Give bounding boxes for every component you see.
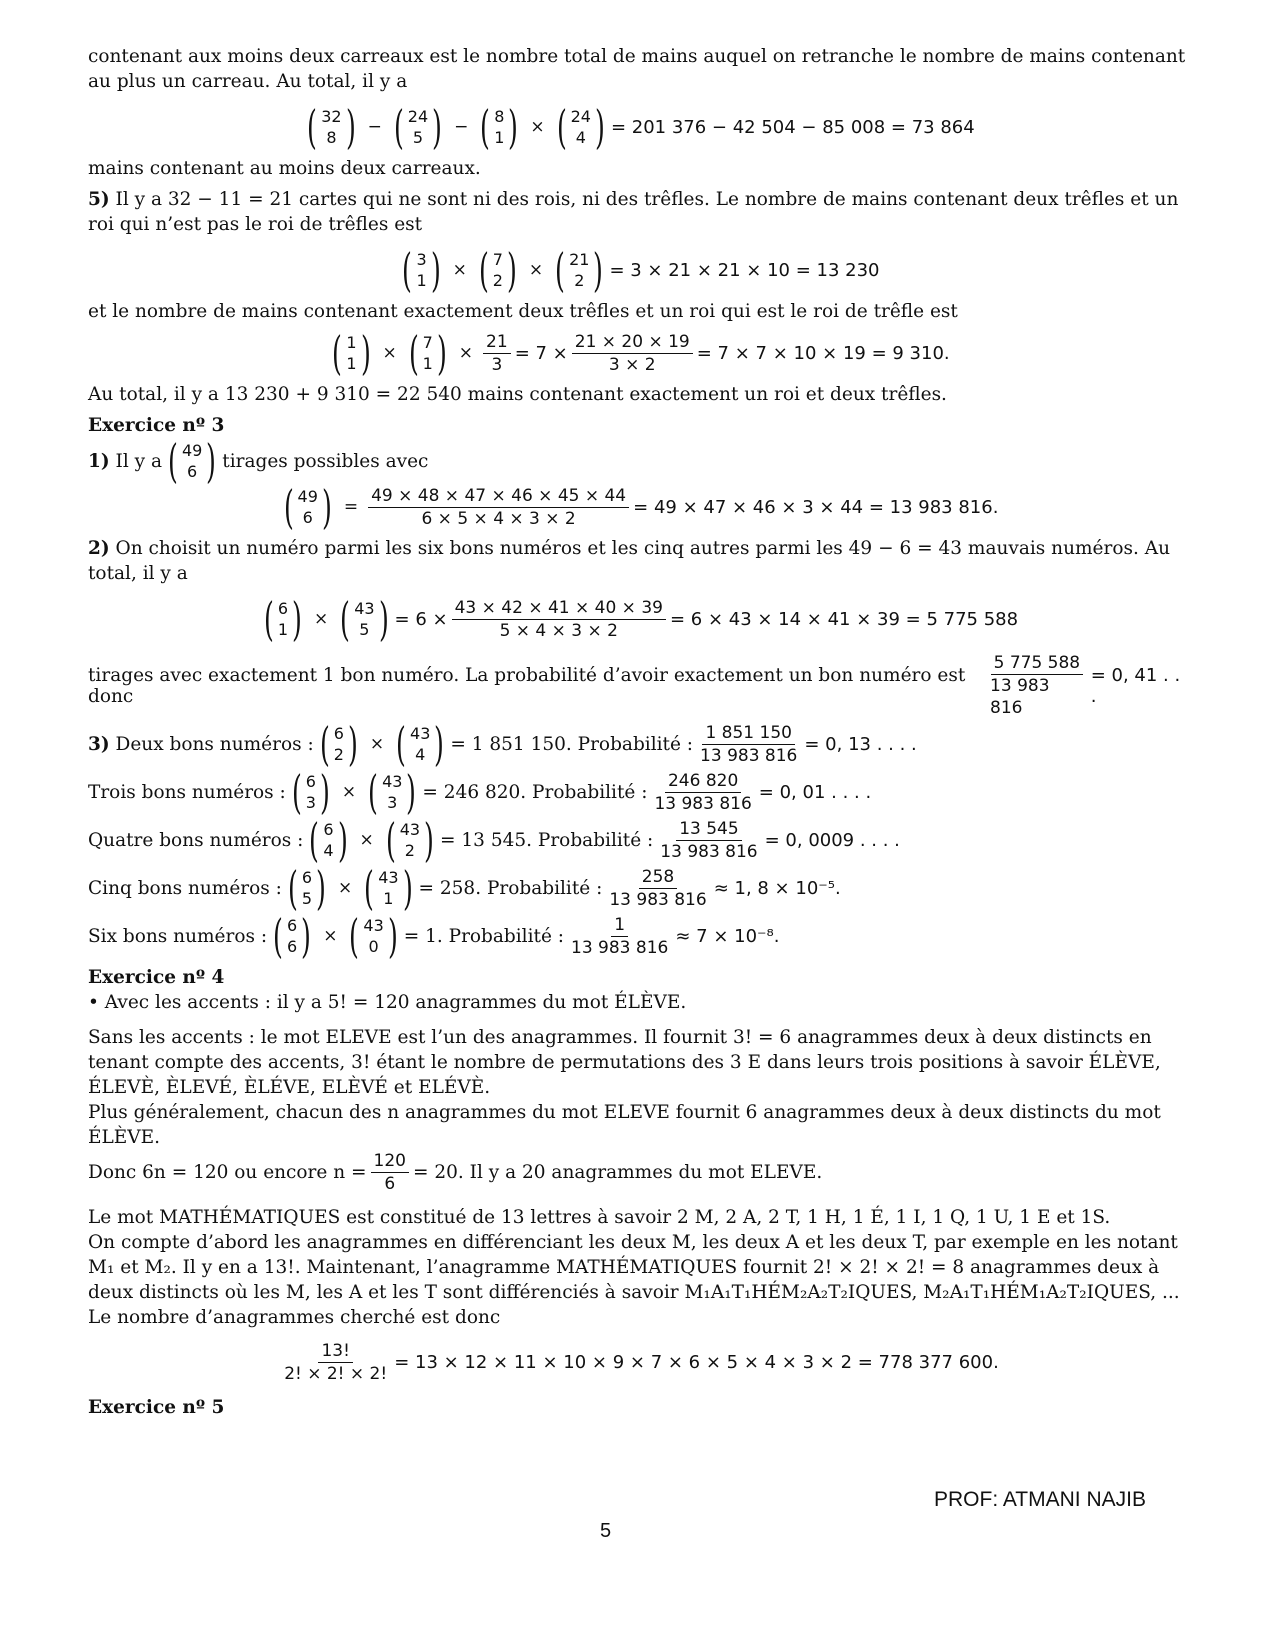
binomial: ( 7 1 ) [408,326,447,380]
binomial: ( 24 4 ) [556,100,605,154]
binomial: ( 24 5 ) [393,100,443,154]
ex3-question-1: 1) Il y a ( 49 6 ) tirages possibles avec [88,434,429,488]
binomial: ( 49 6 ) [168,434,217,488]
fraction: $\frac{21}{3}$ [483,331,511,376]
equation-anagrammes: $\frac{13!}{2! \times 2! \times 2!}$ = 13 × 12 × 11 × 10 × 9 × 7 × 6 × 5 × 4 × 3 × 2 = 778 377 600. [88,1340,1188,1385]
exercise-3-title: Exercice nº 3 [88,415,225,436]
paragraph: contenant aux moins deux carreaux est le nombre total de mains auquel on retranche le nombre de mains contenant au plus un carreau. Au total, il y a [88,46,1186,92]
ex3-question-2: 2) On choisit un numéro parmi les six bons numéros et les cinq autres parmi les 49 − 6 = 43 mauvais numéros. Au total, il y a [88,538,1171,584]
fraction: $\frac{5 775 588}{13 983 816}$ [987,652,1087,719]
paragraph: Au total, il y a 13 230 + 9 310 = 22 540 mains contenant exactement un roi et deux trêfles. [88,384,947,405]
binomial: ( 43 3 ) [368,765,417,819]
binomial: ( 43 5 ) [340,592,389,646]
author-footer: PROF: ATMANI NAJIB [934,1488,1146,1511]
fraction: $\frac{13!}{2! \times 2! \times 2!}$ [284,1341,388,1384]
fraction: $\frac{1 851 150}{13 983 816}$ [700,722,798,766]
paragraph: mains contenant au moins deux carreaux. [88,158,481,179]
fraction: $\frac{49 \times 48 \times 47 \times 46 \times 45 \times 44}{6 \times 5 \times 4 \times 3 \times 2}$ [368,485,629,530]
binomial: ( 43 4 ) [396,717,445,771]
binomial: ( 49 6 ) [283,480,332,534]
fraction: $\frac{1}{13 983 816}$ [571,914,669,958]
fraction: $\frac{246 820}{13 983 816}$ [654,770,752,814]
binomial: ( 6 1 ) [263,592,302,646]
fraction: $\frac{21 \times 20 \times 19}{3 \times 2}$ [572,331,693,376]
document-body [88,44,1188,1420]
binomial: ( 1 1 ) [332,326,371,380]
paragraph: On compte d’abord les anagrammes en différenciant les deux M, les deux A et les deux T, par exemple en les notant M₁ et M₂. Il y en a 13!. Maintenant, l’anagramme MATHÉMATIQUES fournit 2! × 2! × 2! = 8 anagrammes deux à deux distincts où les M, les A et les T sont différenciés à savoir M₁A₁T₁HÉM₂A₂T₂IQUES, M₂A₁T₁HÉM₁A₂T₂IQUES, ... [88,1232,1180,1303]
bullet-item: • Avec les accents : il y a 5! = 120 anagrammes du mot ÉLÈVE. [88,992,687,1013]
ex4-equation-n: Donc 6n = 120 ou encore n = $\frac{120}{6}$ = 20. Il y a 20 anagrammes du mot ELEVE. [88,1151,823,1194]
equation-rois: ( 3 1 ) × ( 7 2 ) × ( 21 2 ) = 3 × 21 × 21 × 10 = 13 230 [88,247,1188,293]
fraction: $\frac{120}{6}$ [371,1150,409,1195]
binomial: ( 43 1 ) [364,861,413,915]
exercise-4-title: Exercice nº 4 [88,967,225,988]
paragraph: et le nombre de mains contenant exactement deux trêfles et un roi qui est le roi de trêfle est [88,301,958,322]
equation-un-bon: ( 6 1 ) × ( 43 5 ) = 6 × $\frac{43 \times 42 \times 41 \times 40 \times 39}{5 \times 4 \times 3 \times 2}$ = 6 × 43 × 14 × 41 × 39 = 5 775 588 [88,596,1188,642]
binomial: ( 6 3 ) [291,765,330,819]
binomial: ( 8 1 ) [480,100,519,154]
equation-tirages: ( 49 6 ) = $\frac{49 \times 48 \times 47 \times 46 \times 45 \times 44}{6 \times 5 \times 4 \times 3 \times 2}$ = 49 × 47 × 46 × 3 × 44 = 13 983 816. [88,484,1188,530]
paragraph: Plus généralement, chacun des n anagrammes du mot ELEVE fournit 6 anagrammes deux à deux distincts du mot ÉLÈVE. [88,1102,1161,1148]
probability-row: Six bons numéros : ( 6 6 ) × ( 43 0 ) = 1. Probabilité : $\frac{1}{13 983 816}$ ≈ 7 × 10⁻⁸. [88,909,780,963]
binomial: ( 32 8 ) [307,100,356,154]
paragraph: Sans les accents : le mot ELEVE est l’un des anagrammes. Il fournit 3! = 6 anagrammes deux à deux distincts en tenant compte des accents, 3! étant le nombre de permutations des 3 E dans leurs trois positions à savoir ÉLÈVE, ÉLEVÈ, ÈLEVÉ, ÈLÉVE, ELÈVÉ et ELÉVÈ. [88,1027,1161,1098]
fraction: $\frac{13 545}{13 983 816}$ [660,818,758,862]
paragraph: Le nombre d’anagrammes cherché est donc [88,1307,501,1328]
probability-row: Cinq bons numéros : ( 6 5 ) × ( 43 1 ) = 258. Probabilité : $\frac{258}{13 983 816}$ ≈ 1, 8 × 10⁻⁵. [88,861,841,915]
probability-row: Trois bons numéros : ( 6 3 ) × ( 43 3 ) = 246 820. Probabilité : $\frac{246 820}{13 983 816}$ = 0, 01 . . . . [88,765,872,819]
binomial: ( 3 1 ) [402,243,441,297]
fraction: $\frac{258}{13 983 816}$ [609,866,707,910]
page-number: 5 [600,1520,612,1542]
probability-rows [88,717,1188,963]
equation-roi-trefle: ( 1 1 ) × ( 7 1 ) × $\frac{21}{3}$ = 7 × $\frac{21 \times 20 \times 19}{3 \times 2}$ = 7 × 7 × 10 × 19 = 9 310. [88,330,1188,376]
exercise-5-title: Exercice nº 5 [88,1397,225,1418]
binomial: ( 21 2 ) [555,243,604,297]
binomial: ( 43 2 ) [385,813,434,867]
binomial: ( 6 5 ) [287,861,326,915]
probability-row: 3) Deux bons numéros : ( 6 2 ) × ( 43 4 ) = 1 851 150. Probabilité : $\frac{1 851 150}{13 983 816}$ = 0, 13 . . . . [88,717,917,771]
binomial: ( 6 4 ) [309,813,348,867]
binomial: ( 7 2 ) [478,243,517,297]
probability-row: Quatre bons numéros : ( 6 4 ) × ( 43 2 ) = 13 545. Probabilité : $\frac{13 545}{13 983 816}$ = 0, 0009 . . . . [88,813,900,867]
probability-one-good: tirages avec exactement 1 bon numéro. La probabilité d’avoir exactement un bon numéro est donc $\frac{5 775 588}{13 983 816}$ = 0, 41 . . . [88,653,1181,718]
paragraph: Le mot MATHÉMATIQUES est constitué de 13 lettres à savoir 2 M, 2 A, 2 T, 1 H, 1 É, 1 I, 1 Q, 1 U, 1 E et 1S. [88,1207,1111,1228]
equation-carreaux: ( 32 8 ) − ( 24 5 ) − ( 8 1 ) × ( 24 4 ) = 201 376 − 42 504 − 85 008 = 73 864 [88,104,1188,150]
binomial: ( 6 6 ) [273,909,312,963]
binomial: ( 6 2 ) [319,717,358,771]
question-5: 5) Il y a 32 − 11 = 21 cartes qui ne sont ni des rois, ni des trêfles. Le nombre de mains contenant deux trêfles et un roi qui n’est pas le roi de trêfles est [88,189,1179,235]
binomial: ( 43 0 ) [349,909,398,963]
fraction: $\frac{43 \times 42 \times 41 \times 40 \times 39}{5 \times 4 \times 3 \times 2}$ [452,597,666,642]
